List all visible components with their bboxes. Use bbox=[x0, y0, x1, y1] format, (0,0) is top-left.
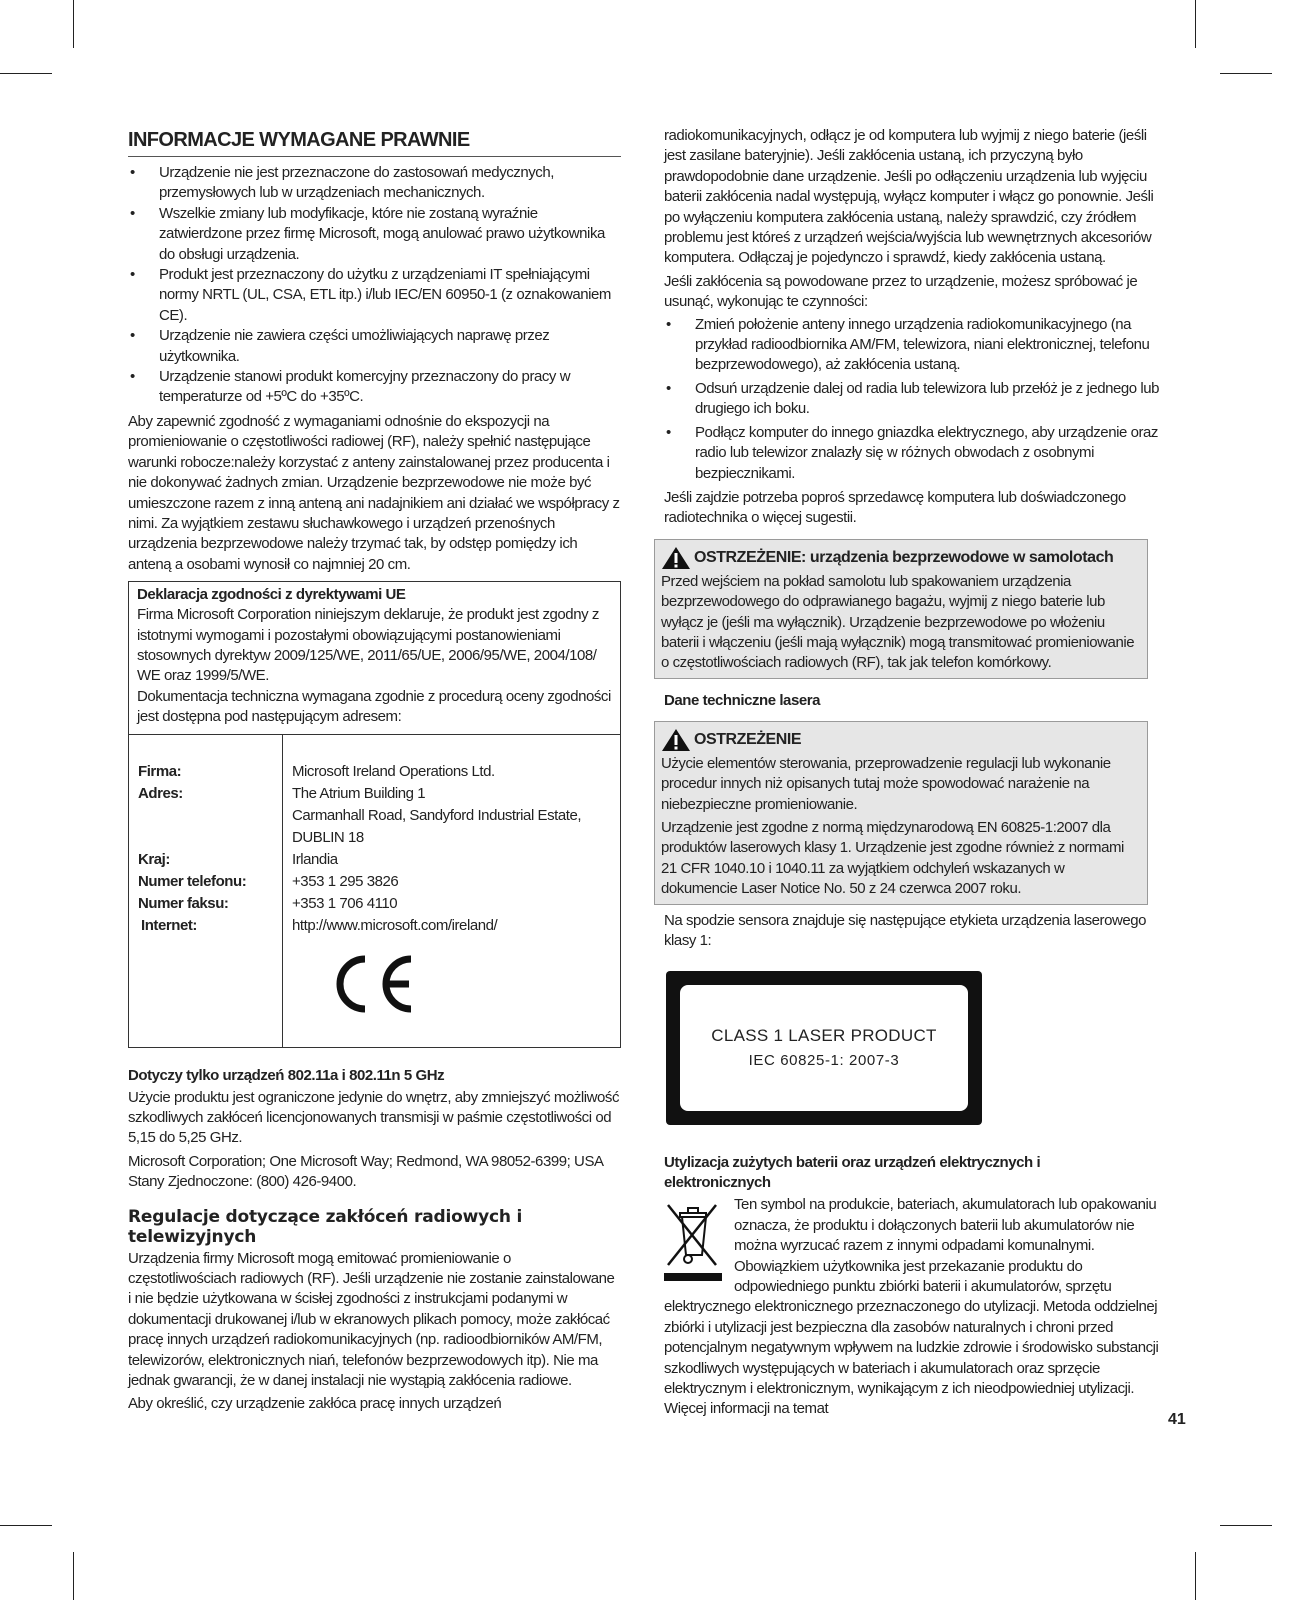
label-adres: Adres: bbox=[138, 784, 183, 802]
value-faks: +353 1 706 4110 bbox=[292, 894, 398, 912]
warning-triangle-icon bbox=[661, 546, 691, 570]
warning-text: Przed wejściem na pokład samolotu lub spakowaniem urządzenia bezprzewodowego do odprawianego bagażu, wyjmij z niego baterie lub wyłącz je (jeśli ma wyłącznik). Urządzenie bezprzewodowe po włożeniu baterii i włączeniu (jeśli mają wyłącznik) mogą transmitować promieniowanie o częstotliwościach radiowych (RF), tak jak telefon komórkowy. bbox=[661, 572, 1135, 672]
warning-header bbox=[661, 546, 1141, 570]
label-kraj: Kraj: bbox=[138, 850, 170, 868]
laser-product-label bbox=[666, 971, 982, 1125]
band-text: Użycie produktu jest ograniczone jedynie do wnętrz, aby zmniejszyć możliwość szkodliwych zakłóceń licencjonowanych transmisji w paśmie częstotliwości od 5,15 do 5,25 GHz. bbox=[128, 1088, 620, 1147]
crop-mark bbox=[0, 1525, 52, 1526]
declaration-header bbox=[129, 582, 620, 734]
list-item: • Odsuń urządzenie dalej od radia lub telewizora lub przełóż je z jednego lub drugiego ich boku. bbox=[664, 379, 1170, 420]
list-item: • Zmień położenie anteny innego urządzenia radiokomunikacyjnego (na przykład radioodbiornika AM/FM, telewizora, niani elektronicznej, telefonu bezprzewodowego), aż zakłócenia ustaną. bbox=[664, 315, 1170, 376]
list-item: • Urządzenie nie jest przeznaczone do zastosowań medycznych, przemysłowych lub w urządzeniach mechanicznych. bbox=[128, 163, 621, 204]
declaration-box bbox=[128, 581, 621, 1047]
value-adres: The Atrium Building 1 bbox=[292, 784, 426, 802]
list-item: • Urządzenie stanowi produkt komercyjny przeznaczony do pracy w temperaturze od +5ºC do +35ºC. bbox=[128, 367, 621, 408]
page-number: 41 bbox=[1168, 1411, 1186, 1428]
laser-heading: Dane techniczne lasera bbox=[664, 691, 821, 709]
declaration-table bbox=[129, 735, 620, 1047]
radio-text: Aby określić, czy urządzenie zakłóca pracę innych urządzeń bbox=[128, 1395, 502, 1413]
declaration-values bbox=[283, 735, 620, 1047]
value-telefon: +353 1 295 3826 bbox=[292, 872, 399, 890]
band-heading: Dotyczy tylko urządzeń 802.11a i 802.11n 5 GHz bbox=[128, 1066, 445, 1084]
crop-mark bbox=[1220, 73, 1272, 74]
crop-mark bbox=[1195, 1552, 1196, 1600]
crop-mark bbox=[0, 73, 52, 74]
declaration-labels bbox=[129, 735, 283, 1047]
laser-label-line: IEC 60825-1: 2007-3 bbox=[748, 1052, 900, 1070]
weee-text: Ten symbol na produkcie, bateriach, akumulatorach lub opakowaniu oznacza, że produktu i dołączonych baterii lub akumulatorów nie można wyrzucać razem z innymi odpadami komunalnymi. Obowiązkiem użytkownika jest przekazanie produktu do odpowiedniego punktu zbiórki baterii i akumulatorów, sprzętu elektrycznego elektronicznego przeznaczonego do utylizacji. Metoda oddzielnej zbiórki i utylizacji jest bezpieczna dla zasobów naturalnych i chroni przed potencjalnym negatywnym wpływem na ludzkie zdrowie i środowisko substancji szkodliwych występujących w bateriach i akumulatorach oraz sprzęcie elektrycznym i elektronicznym, wynikającym z ich nieodpowiedniej utylizacji. Więcej informacji na temat bbox=[664, 1196, 1159, 1418]
crop-mark bbox=[1220, 1525, 1272, 1526]
weee-section bbox=[664, 1195, 1170, 1419]
warning-triangle-icon bbox=[661, 728, 691, 752]
value-internet[interactable]: http://www.microsoft.com/ireland/ bbox=[292, 916, 498, 934]
value-adres: Carmanhall Road, Sandyford Industrial Estate, DUBLIN 18 bbox=[292, 806, 582, 846]
laser-warning-box bbox=[654, 721, 1148, 905]
ce-mark-icon bbox=[325, 953, 417, 1015]
label-firma: Firma: bbox=[138, 762, 182, 780]
label-internet: Internet: bbox=[141, 916, 197, 934]
value-firma: Microsoft Ireland Operations Ltd. bbox=[292, 762, 495, 780]
laser-label-line: CLASS 1 LASER PRODUCT bbox=[711, 1026, 937, 1046]
left-column bbox=[128, 128, 621, 1415]
remedy-list bbox=[664, 315, 1170, 484]
value-kraj: Irlandia bbox=[292, 850, 338, 868]
radio-text: Urządzenia firmy Microsoft mogą emitować promieniowanie o częstotliwościach radiowych (RF). Jeśli urządzenie nie zostanie zainstalowane i nie będzie użytkowana w ścisłej zgodności z instrukcjami podanymi w dokumentacji drukowanej i/lub w ekranowych plikach pomocy, może zakłócać pracę innych urządzeń radiokomunikacyjnych (np. radioodbiorników AM/FM, telewizorów, elektronicznych niań, telefonów bezprzewodowych itp). Nie ma jednak gwarancji, że w danej instalacji nie wystąpią zakłócenia radiowe. bbox=[128, 1249, 615, 1390]
requirements-list bbox=[128, 163, 621, 408]
declaration-title: Deklaracja zgodności z dyrektywami UE bbox=[137, 586, 406, 604]
address-text: Microsoft Corporation; One Microsoft Way; Redmond, WA 98052-6399; USA Stany Zjednoczone: (800) 426-9400. bbox=[128, 1152, 603, 1191]
list-item: • Urządzenie nie zawiera części umożliwiających naprawę przez użytkownika. bbox=[128, 326, 621, 367]
remedy-outro: Jeśli zajdzie potrzeba poproś sprzedawcę komputera lub doświadczonego radiotechnika o więcej sugestii. bbox=[664, 488, 1126, 527]
warning-title: OSTRZEŻENIE: urządzenia bezprzewodowe w samolotach bbox=[694, 548, 1114, 566]
list-item: • Wszelkie zmiany lub modyfikacje, które nie zostaną wyraźnie zatwierdzone przez firmę Microsoft, mogą anulować prawo użytkownika do obsługi urządzenia. bbox=[128, 204, 621, 265]
warning-title: OSTRZEŻENIE bbox=[694, 730, 802, 748]
warning-text: Użycie elementów sterowania, przeprowadzenie regulacji lub wykonanie procedur innych niż opisanych tutaj może spowodować narażenie na niebezpieczne promieniowanie. bbox=[661, 754, 1111, 813]
crossed-out-bin-icon bbox=[664, 1199, 726, 1285]
rf-exposure-paragraph: Aby zapewnić zgodność z wymaganiami odnośnie do ekspozycji na promieniowanie o częstotliwości radiowej (RF), należy spełnić następujące warunki robocze:należy korzystać z anteny zainstalowanej przez producenta i nie dokonywać żadnych zmian. Urządzenie bezprzewodowe nie może być umieszczone razem z inną anteną ani nadajnikiem ani działać we współpracy z nimi. Za wyjątkiem zestawu słuchawkowego i urządzeń przenośnych urządzenia bezprzewodowe należy trzymać tak, by odstęp pomiędzy ich anteną a osobami wynosił co najmniej 20 cm. bbox=[128, 412, 620, 573]
continuation-text: radiokomunikacyjnych, odłącz je od komputera lub wyjmij z niego baterie (jeśli jest zasilane bateryjnie). Jeśli zakłócenia ustaną, ich przyczyną było prawdopodobnie dane urządzenie. Jeśli po odłączeniu urządzenia lub wyjęciu baterii zakłócenia nadal występują, wyłącz komputer i włącz go ponownie. Jeśli po wyłączeniu komputera zakłócenia ustaną, należy sprawdzić, czy źródłem problemu jest któreś z urządzeń wejścia/wyjścia lub wewnętrznych akcesoriów komputera. Odłączaj je pojedynczo i sprawdź, kiedy zakłócenia ustaną. bbox=[664, 127, 1154, 267]
crop-mark bbox=[73, 1552, 74, 1600]
remedy-intro: Jeśli zakłócenia są powodowane przez to urządzenie, możesz spróbować je usunąć, wykonując te czynności: bbox=[664, 272, 1138, 311]
declaration-text: Dokumentacja techniczna wymagana zgodnie z procedurą oceny zgodności jest dostępna pod następującym adresem: bbox=[137, 687, 611, 726]
label-faks: Numer faksu: bbox=[138, 894, 229, 912]
radio-heading: Regulacje dotyczące zakłóceń radiowych i telewizyjnych bbox=[128, 1206, 523, 1247]
label-telefon: Numer telefonu: bbox=[138, 872, 247, 890]
crop-mark bbox=[73, 0, 74, 48]
declaration-text: Firma Microsoft Corporation niniejszym deklaruje, że produkt jest zgodny z istotnymi wymogami i pozostałymi obowiązującymi postanowieniami stosownych dyrektyw 2009/125/WE, 2011/65/UE, 2006/95/WE, 2004/108/ WE oraz 1999/5/WE. bbox=[137, 606, 599, 685]
list-item: • Podłącz komputer do innego gniazdka elektrycznego, aby urządzenie oraz radio lub telewizor znalazły się w różnych obwodach z osobnymi bezpiecznikami. bbox=[664, 423, 1170, 484]
weee-heading: Utylizacja zużytych baterii oraz urządzeń elektrycznych i elektronicznych bbox=[664, 1154, 1041, 1192]
list-item: • Produkt jest przeznaczony do użytku z urządzeniami IT spełniającymi normy NRTL (UL, CSA, ETL itp.) i/lub IEC/EN 60950-1 (z oznakowaniem CE). bbox=[128, 265, 621, 326]
warning-header bbox=[661, 728, 1141, 752]
label-intro: Na spodzie sensora znajduje się następujące etykieta urządzenia laserowego klasy 1: bbox=[664, 911, 1147, 949]
crop-mark bbox=[1195, 0, 1196, 48]
warning-text: Urządzenie jest zgodne z normą międzynarodową EN 60825-1:2007 dla produktów laserowych klasy 1. Urządzenie jest zgodne również z normami 21 CFR 1040.10 i 1040.11 za wyjątkiem odchyleń wskazanych w dokumencie Laser Notice No. 50 z 24 czerwca 2007 roku. bbox=[661, 818, 1124, 898]
aircraft-warning-box bbox=[654, 539, 1148, 679]
right-column bbox=[661, 126, 1170, 1420]
section-heading: INFORMACJE WYMAGANE PRAWNIE bbox=[128, 128, 621, 157]
laser-label-inner bbox=[680, 985, 968, 1111]
